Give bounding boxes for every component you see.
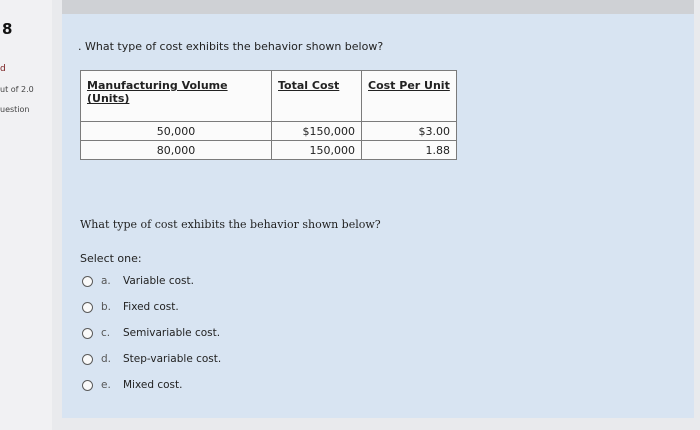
table-cell: $150,000 bbox=[272, 122, 362, 141]
radio-button[interactable] bbox=[82, 354, 93, 365]
option-letter: e. bbox=[101, 379, 111, 391]
radio-button[interactable] bbox=[82, 276, 93, 287]
option-text: Variable cost. bbox=[123, 275, 194, 287]
table-row bbox=[81, 122, 457, 141]
option-letter: b. bbox=[101, 301, 112, 313]
option-letter: c. bbox=[101, 327, 111, 339]
table-header: Cost Per Unit bbox=[362, 71, 457, 122]
table-header: Total Cost bbox=[272, 71, 362, 122]
radio-button[interactable] bbox=[82, 302, 93, 313]
question-text: What type of cost exhibits the behavior shown below? bbox=[80, 218, 381, 231]
radio-button[interactable] bbox=[82, 328, 93, 339]
answer-option-e[interactable] bbox=[82, 379, 182, 391]
table-header-row bbox=[81, 71, 457, 122]
option-text: Step-variable cost. bbox=[123, 353, 222, 365]
answer-option-c[interactable] bbox=[82, 327, 220, 339]
answer-option-a[interactable] bbox=[82, 275, 194, 287]
option-text: Fixed cost. bbox=[123, 301, 179, 313]
question-status: d bbox=[0, 64, 6, 74]
table-row bbox=[81, 141, 457, 160]
answer-option-d[interactable] bbox=[82, 353, 221, 365]
question-points: ut of 2.0 bbox=[0, 85, 34, 94]
question-info-sidebar bbox=[0, 0, 52, 430]
question-intro: . What type of cost exhibits the behavior shown below? bbox=[78, 40, 384, 53]
cost-table bbox=[80, 70, 457, 160]
answer-option-b[interactable] bbox=[82, 301, 179, 313]
table-cell: 80,000 bbox=[81, 141, 272, 160]
option-text: Mixed cost. bbox=[123, 379, 183, 391]
question-number: 8 bbox=[2, 20, 13, 38]
flag-question-link[interactable]: uestion bbox=[0, 105, 30, 114]
table-cell: 1.88 bbox=[362, 141, 457, 160]
table-cell: 50,000 bbox=[81, 122, 272, 141]
option-text: Semivariable cost. bbox=[123, 327, 221, 339]
option-letter: a. bbox=[101, 275, 111, 287]
radio-button[interactable] bbox=[82, 380, 93, 391]
table-header: Manufacturing Volume (Units) bbox=[81, 71, 272, 122]
table-cell: $3.00 bbox=[362, 122, 457, 141]
select-one-label: Select one: bbox=[80, 252, 142, 265]
table-cell: 150,000 bbox=[272, 141, 362, 160]
option-letter: d. bbox=[101, 353, 112, 365]
